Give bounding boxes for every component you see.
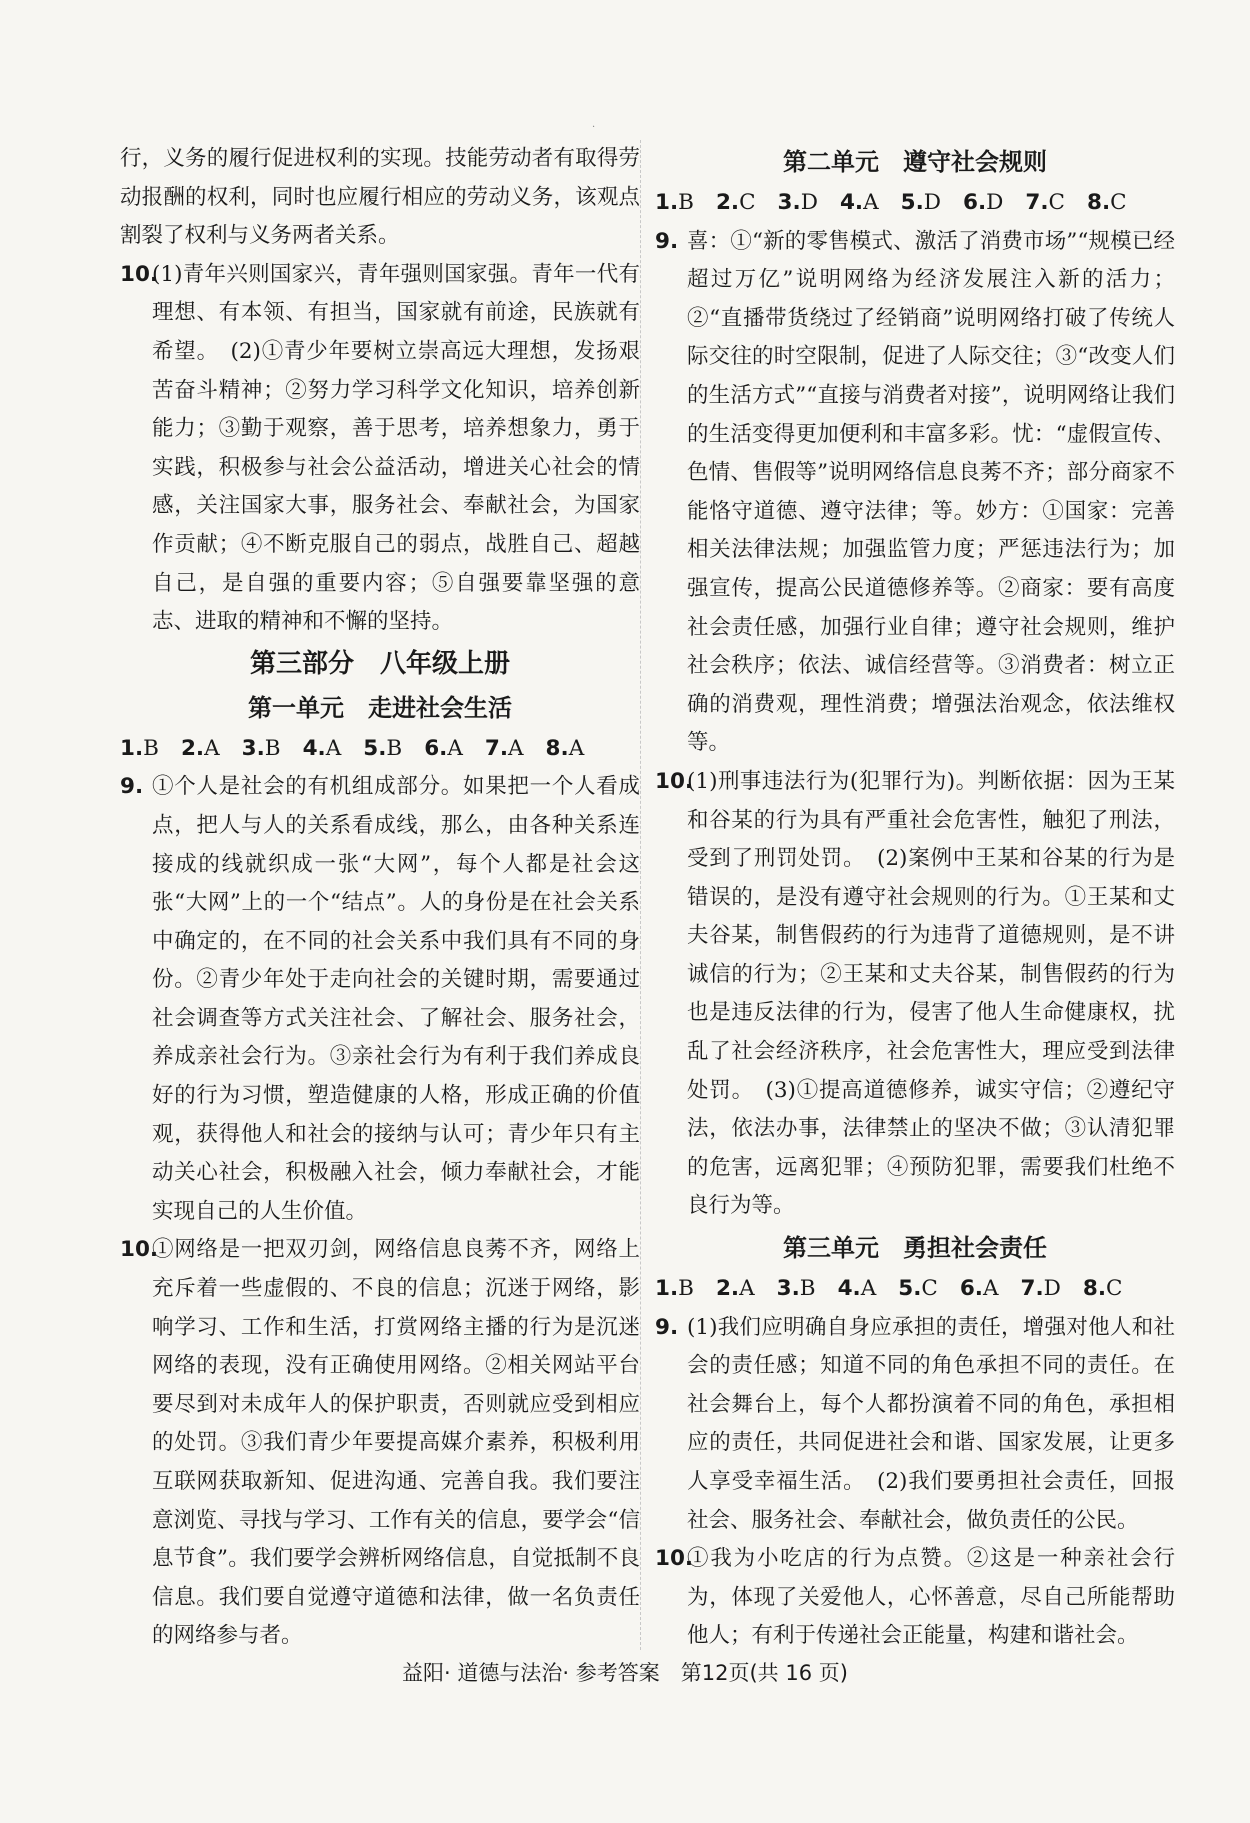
mc-answer [1083, 1276, 1123, 1301]
mc-letter: A [982, 1276, 999, 1302]
mc-answer [363, 736, 402, 761]
mc-letter: D [986, 190, 1004, 215]
mc-answer [424, 736, 463, 761]
continued-paragraph: 行，义务的履行促进权利的实现。技能劳动者有取得劳动报酬的权利，同时也应履行相应的劳动义务，该观点割裂了权利与义务两者关系。 [120, 146, 640, 249]
question-10-unit-1 [120, 1231, 640, 1656]
answer-text: (1)青年兴则国家兴，青年强则国家强。青年一代有理想、有本领、有担当，国家就有前途，民族就有希望。 (2)①青少年要树立崇高远大理想，发扬艰苦奋斗精神；②努力学习科学文化知识，培养创新能力；③勤于观察，善于思考，培养想象力，勇于实践，积极参与社会公益活动，增进关心社会的情感，关注国家大事，服务社会、奉献社会，为国家作贡献；④不断克服自己的弱点，战胜自己、超越自己，是自强的重要内容；⑤自强要靠坚强的意志、进取的精神和不懈的坚持。 [152, 261, 640, 635]
mc-letter: D [800, 190, 818, 215]
mc-letter: A [860, 1276, 877, 1302]
mc-number: 4. [302, 735, 326, 761]
mc-number: 8. [1082, 1276, 1107, 1302]
mc-letter: A [508, 735, 524, 761]
answer-text: (1)我们应明确自身应承担的责任，增强对他人和社会的责任感；知道不同的角色承担不同的责任。在社会舞台上，每个人都扮演着不同的角色，承担相应的责任，共同促进社会和谐、国家发展，让更多人享受幸福生活。 (2)我们要勇担社会责任，回报社会、服务社会、奉献社会，做负责任的公民。 [687, 1314, 1175, 1533]
mc-letter: A [863, 190, 879, 215]
mc-answer [546, 736, 585, 761]
mc-number: 3. [777, 190, 801, 215]
unit-3-title: 第三单元 勇担社会责任 [783, 1234, 1047, 1263]
question-number: 9. [655, 1314, 679, 1340]
mc-answer [778, 190, 818, 215]
part-title: 第三部分 八年级上册 [249, 648, 510, 679]
unit-2-title: 第二单元 遵守社会规则 [783, 148, 1047, 176]
question-number: 10. [655, 1546, 694, 1572]
page-footer: 益阳· 道德与法治· 参考答案 第12页(共 16 页) [402, 1661, 848, 1685]
mc-answer [1087, 190, 1127, 215]
mc-number: 4. [837, 1276, 861, 1302]
answer-text: 喜：①“新的零售模式、激活了消费市场”“规模已经超过万亿”说明网络为经济发展注入新的活力；②“直播带货绕过了经销商”说明网络打破了传统人际交往的时空限制，促进了人际交往；③“改变人们的生活方式”“直接与消费者对接”，说明网络让我们的生活变得更加便利和丰富多彩。忧：“虚假宣传、色情、售假等”说明网络信息良莠不齐；部分商家不能恪守道德、遵守法律；等。妙方：①国家：完善相关法律法规；加强监管力度；严惩违法行为；加强宣传，提高公民道德修养等。②商家：要有高度社会责任感，加强行业自律；遵守社会规则，维护社会秩序；依法、诚信经营等。③消费者：树立正确的消费观，理性消费；增强法治观念，依法维权等。 [687, 228, 1175, 756]
answer-text: ①网络是一把双刃剑，网络信息良莠不齐，网络上充斥着一些虚假的、不良的信息；沉迷于网络，影响学习、工作和生活，打赏网络主播的行为是沉迷网络的表现，没有正确使用网络。②相关网站平台要尽到对未成年人的保护职责，否则就应受到相应的处罚。③我们青少年要提高媒介素养，积极利用互联网获取新知、促进沟通、完善自我。我们要注意浏览、寻找与学习、工作有关的信息，要学会“信息节食”。我们要学会辨析网络信息，自觉抵制不良信息。我们要自觉遵守道德和法律，做一名负责任的网络参与者。 [152, 1237, 640, 1649]
mc-answer [716, 190, 756, 215]
mc-number: 3. [241, 735, 265, 761]
mc-number: 2. [715, 190, 740, 215]
question-9-unit-3 [655, 1309, 1175, 1541]
mc-letter: A [568, 735, 585, 761]
question-number: 10. [120, 261, 159, 287]
mc-number: 1. [655, 190, 679, 215]
unit-1-title: 第一单元 走进社会生活 [248, 693, 512, 722]
mc-answer [1021, 1276, 1061, 1301]
mc-letter: B [386, 735, 403, 761]
mc-number: 2. [180, 735, 205, 761]
mc-letter: D [1043, 1276, 1061, 1302]
mc-letter: D [923, 190, 941, 215]
mc-letter: B [678, 1276, 694, 1302]
question-9-unit-2 [655, 223, 1175, 763]
mc-number: 1. [655, 1276, 679, 1302]
mc-letter: A [447, 735, 463, 761]
mc-letter: C [1110, 190, 1127, 215]
right-column [655, 140, 1175, 1656]
mc-number: 6. [959, 1276, 983, 1302]
question-number: 10. [120, 1237, 159, 1263]
mc-letter: A [204, 735, 220, 761]
mc-number: 5. [363, 735, 387, 761]
mc-letter: B [678, 190, 694, 215]
question-10-unit-2 [655, 763, 1175, 1226]
mc-number: 4. [839, 190, 864, 215]
question-10-unit-3 [655, 1540, 1175, 1656]
mc-number: 8. [545, 735, 569, 761]
mc-number: 8. [1086, 190, 1111, 215]
mc-answer [303, 736, 342, 761]
mc-number: 7. [484, 735, 509, 761]
mc-answer [898, 1276, 938, 1301]
mc-answer [120, 736, 159, 761]
left-column [120, 140, 640, 1656]
mc-letter: B [799, 1276, 816, 1302]
mc-answer [181, 736, 220, 761]
mc-answer [963, 190, 1003, 215]
mc-answer [901, 190, 941, 215]
column-divider [640, 140, 641, 1650]
mc-letter: C [921, 1276, 938, 1302]
mc-number: 3. [776, 1276, 800, 1302]
question-10-part-a [120, 256, 640, 642]
mc-letter: C [739, 190, 756, 215]
mc-number: 6. [424, 735, 448, 761]
mc-letter: B [143, 735, 159, 761]
mc-number: 5. [898, 1276, 922, 1302]
multiple-choice-answers-unit-3 [655, 1270, 1175, 1309]
mc-answer [242, 736, 281, 761]
mc-number: 7. [1025, 190, 1049, 215]
mc-letter: A [739, 1276, 755, 1302]
mc-number: 5. [900, 190, 924, 215]
question-number: 10. [655, 768, 694, 794]
mc-answer [655, 1276, 694, 1301]
top-dot: · [592, 122, 596, 133]
mc-number: 7. [1020, 1276, 1044, 1302]
mc-number: 2. [715, 1276, 740, 1302]
mc-answer [777, 1276, 816, 1301]
question-9-unit-1 [120, 768, 640, 1231]
mc-answer [655, 190, 694, 215]
mc-answer [716, 1276, 755, 1301]
mc-answer [1025, 190, 1065, 215]
mc-number: 1. [120, 735, 144, 761]
mc-letter: C [1106, 1276, 1123, 1302]
mc-number: 6. [963, 190, 987, 215]
mc-letter: C [1048, 190, 1065, 215]
question-number: 9. [655, 228, 679, 254]
mc-answer [960, 1276, 999, 1301]
multiple-choice-answers-unit-2 [655, 184, 1175, 223]
multiple-choice-answers-unit-1 [120, 730, 640, 769]
mc-letter: A [325, 735, 342, 761]
answer-text: (1)刑事违法行为(犯罪行为)。判断依据：因为王某和谷某的行为具有严重社会危害性，触犯了刑法，受到了刑罚处罚。 (2)案例中王某和谷某的行为是错误的，是没有遵守社会规则的行为。①王某和丈夫谷某，制售假药的行为违背了道德规则，是不讲诚信的行为；②王某和丈夫谷某，制售假药的行为也是违反法律的行为，侵害了他人生命健康权，扰乱了社会经济秩序，社会危害性大，理应受到法律处罚。 (3)①提高道德修养，诚实守信；②遵纪守法，依法办事，法律禁止的坚决不做；③认清犯罪的危害，远离犯罪；④预防犯罪，需要我们杜绝不良行为等。 [687, 768, 1175, 1219]
mc-answer [840, 190, 879, 215]
answer-text: ①个人是社会的有机组成部分。如果把一个人看成点，把人与人的关系看成线，那么，由各种关系连接成的线就织成一张“大网”，每个人都是社会这张“大网”上的一个“结点”。人的身份是在社会关系中确定的，在不同的社会关系中我们具有不同的身份。②青少年处于走向社会的关键时期，需要通过社会调查等方式关注社会、了解社会、服务社会，养成亲社会行为。③亲社会行为有利于我们养成良好的行为习惯，塑造健康的人格，形成正确的价值观，获得他人和社会的接纳与认可；青少年只有主动关心社会，积极融入社会，倾力奉献社会，才能实现自己的人生价值。 [152, 774, 640, 1224]
answer-text: ①我为小吃店的行为点赞。②这是一种亲社会行为，体现了关爱他人，心怀善意，尽自己所能帮助他人；有利于传递社会正能量，构建和谐社会。 [687, 1546, 1175, 1649]
question-number: 9. [120, 774, 144, 800]
mc-answer [838, 1276, 877, 1301]
mc-letter: B [264, 735, 281, 761]
mc-answer [485, 736, 524, 761]
